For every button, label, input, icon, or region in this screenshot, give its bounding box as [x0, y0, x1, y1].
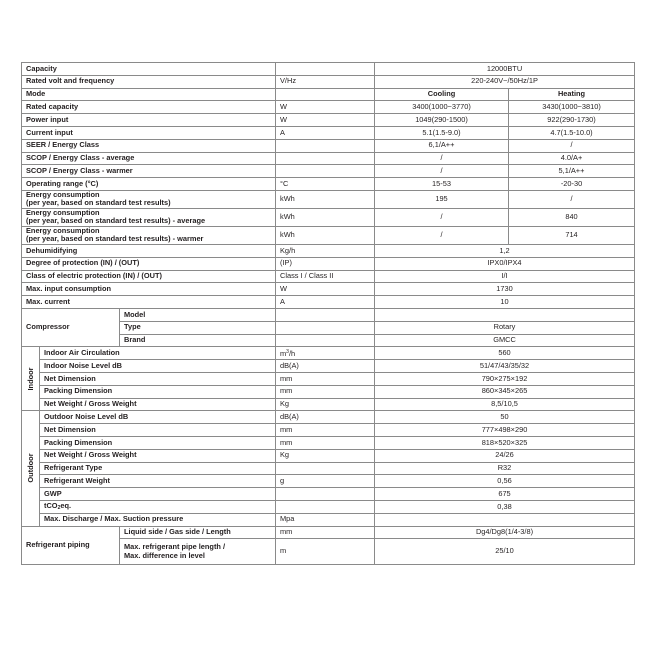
- value-compressor-model: [375, 308, 635, 321]
- value-tco2: 0,38: [375, 500, 635, 513]
- label-seer: SEER / Energy Class: [22, 139, 276, 152]
- value-max-discharge: [375, 513, 635, 526]
- value-compressor-brand: GMCC: [375, 334, 635, 347]
- unit-indoor-net-dimension: mm: [276, 372, 375, 385]
- unit-current-input: A: [276, 126, 375, 139]
- heating-scop-warmer: 5,1/A++: [509, 165, 635, 178]
- label-line-1: Energy consumption: [26, 208, 100, 217]
- heating-rated-capacity: 3430(1000~3810): [509, 101, 635, 114]
- label-line-1: Max. refrigerant pipe length /: [124, 542, 226, 552]
- heating-current-input: 4.7(1.5-10.0): [509, 126, 635, 139]
- value-max-pipe-length: 25/10: [375, 539, 635, 565]
- row-refrigerant-weight: [22, 475, 635, 488]
- label-liquid-gas: Liquid side / Gas side / Length: [120, 526, 276, 539]
- label-rated-volt: Rated volt and frequency: [22, 75, 276, 88]
- unit-refrigerant-weight: g: [276, 475, 375, 488]
- unit-compressor-type: [276, 321, 375, 334]
- row-operating-range: [22, 178, 635, 191]
- row-piping-liquid-gas: [22, 526, 635, 539]
- unit-outdoor-packing-dimension: mm: [276, 436, 375, 449]
- unit-seer: [276, 139, 375, 152]
- unit-tco2: [276, 500, 375, 513]
- value-indoor-noise: 51/47/43/35/32: [375, 360, 635, 373]
- unit-operating-range: °C: [276, 178, 375, 191]
- label-mode: Mode: [22, 88, 276, 101]
- label-dehumidifying: Dehumidifying: [22, 244, 276, 257]
- label-capacity: Capacity: [22, 63, 276, 76]
- unit-power-input: W: [276, 114, 375, 127]
- label-scop-average: SCOP / Energy Class - average: [22, 152, 276, 165]
- unit-mode: [276, 88, 375, 101]
- row-power-input: [22, 114, 635, 127]
- unit-compressor-model: [276, 308, 375, 321]
- value-rated-volt: 220-240V~/50Hz/1P: [375, 75, 635, 88]
- label-tail: eq.: [60, 500, 72, 510]
- unit-rated-volt: V/Hz: [276, 75, 375, 88]
- label-compressor-model: Model: [120, 308, 276, 321]
- label-scop-warmer: SCOP / Energy Class - warmer: [22, 165, 276, 178]
- label-line-2: (per year, based on standard test results) - warmer: [26, 234, 204, 244]
- heating-power-input: 922(290-1730): [509, 114, 635, 127]
- heating-energy-consumption-warmer: 714: [509, 226, 635, 244]
- label-outdoor-noise: Outdoor Noise Level dB: [40, 411, 276, 424]
- heating-energy-consumption: /: [509, 190, 635, 208]
- unit-superscript: 3: [286, 348, 289, 355]
- value-indoor-packing-dimension: 860×345×265: [375, 385, 635, 398]
- value-indoor-air: 560: [375, 347, 635, 360]
- cooling-energy-consumption-warmer: /: [375, 226, 509, 244]
- label-max-discharge: Max. Discharge / Max. Suction pressure: [40, 513, 276, 526]
- value-indoor-weight: 8,5/10,5: [375, 398, 635, 411]
- heating-energy-consumption-average: 840: [509, 208, 635, 226]
- row-compressor-model: [22, 308, 635, 321]
- label-max-pipe-length: [120, 539, 276, 565]
- value-outdoor-net-dimension: 777×498×290: [375, 424, 635, 437]
- row-tco2: [22, 500, 635, 513]
- cooling-scop-warmer: /: [375, 165, 509, 178]
- label-gwp: GWP: [40, 488, 276, 501]
- label-max-input: Max. input consumption: [22, 283, 276, 296]
- label-energy-consumption: [22, 190, 276, 208]
- label-power-input: Power input: [22, 114, 276, 127]
- unit-liquid-gas: mm: [276, 526, 375, 539]
- row-energy-consumption: [22, 190, 635, 208]
- unit-compressor-brand: [276, 334, 375, 347]
- unit-energy-consumption-average: kWh: [276, 208, 375, 226]
- unit-max-pipe-length: m: [276, 539, 375, 565]
- row-mode: [22, 88, 635, 101]
- unit-max-current: A: [276, 296, 375, 309]
- row-rated-capacity: [22, 101, 635, 114]
- row-electric-class: [22, 270, 635, 283]
- label-indoor-net-dimension: Net Dimension: [40, 372, 276, 385]
- unit-scop-warmer: [276, 165, 375, 178]
- row-max-current: [22, 296, 635, 309]
- label-refrigerant-weight: Refrigerant Weight: [40, 475, 276, 488]
- outdoor-label: Outdoor: [25, 453, 35, 483]
- value-refrigerant-type: R32: [375, 462, 635, 475]
- unit-base: m: [280, 348, 287, 358]
- label-line-1: Energy consumption: [26, 226, 100, 235]
- indoor-section-label: [22, 347, 40, 411]
- label-indoor-weight: Net Weight / Gross Weight: [40, 398, 276, 411]
- value-compressor-type: Rotary: [375, 321, 635, 334]
- row-capacity: [22, 63, 635, 76]
- value-max-input: 1730: [375, 283, 635, 296]
- unit-max-input: W: [276, 283, 375, 296]
- value-capacity: 12000BTU: [375, 63, 635, 76]
- label-outdoor-weight: Net Weight / Gross Weight: [40, 449, 276, 462]
- row-protection: [22, 257, 635, 270]
- row-refrigerant-type: [22, 462, 635, 475]
- header-heating: Heating: [509, 88, 635, 101]
- label-protection: Degree of protection (IN) / (OUT): [22, 257, 276, 270]
- unit-dehumidifying: Kg/h: [276, 244, 375, 257]
- row-max-discharge: [22, 513, 635, 526]
- unit-tail: /h: [288, 348, 296, 358]
- unit-indoor-air: [276, 347, 375, 360]
- label-line-2: (per year, based on standard test results) - average: [26, 216, 206, 226]
- label-line-2: Max. difference in level: [124, 550, 205, 560]
- row-indoor-noise: [22, 360, 635, 373]
- label-refrigerant-piping: Refrigerant piping: [22, 526, 120, 564]
- value-outdoor-packing-dimension: 818×520×325: [375, 436, 635, 449]
- row-indoor-net-dimension: [22, 372, 635, 385]
- unit-scop-average: [276, 152, 375, 165]
- row-energy-consumption-average: [22, 208, 635, 226]
- row-scop-warmer: [22, 165, 635, 178]
- row-current-input: [22, 126, 635, 139]
- outdoor-section-label: [22, 411, 40, 526]
- label-outdoor-net-dimension: Net Dimension: [40, 424, 276, 437]
- value-electric-class: I/I: [375, 270, 635, 283]
- label-subscript: 2: [57, 504, 61, 511]
- heating-operating-range: -20-30: [509, 178, 635, 191]
- unit-electric-class: Class I / Class II: [276, 270, 375, 283]
- indoor-label: Indoor: [25, 367, 35, 391]
- cooling-operating-range: 15-53: [375, 178, 509, 191]
- value-outdoor-weight: 24/26: [375, 449, 635, 462]
- row-scop-average: [22, 152, 635, 165]
- unit-energy-consumption: kWh: [276, 190, 375, 208]
- label-tco2: [40, 500, 276, 513]
- row-rated-volt: [22, 75, 635, 88]
- value-gwp: 675: [375, 488, 635, 501]
- label-line-1: Energy consumption: [26, 190, 100, 199]
- value-dehumidifying: 1,2: [375, 244, 635, 257]
- unit-outdoor-net-dimension: mm: [276, 424, 375, 437]
- cooling-seer: 6,1/A++: [375, 139, 509, 152]
- cooling-energy-consumption-average: /: [375, 208, 509, 226]
- label-energy-consumption-average: [22, 208, 276, 226]
- header-cooling: Cooling: [375, 88, 509, 101]
- value-refrigerant-weight: 0,56: [375, 475, 635, 488]
- cooling-scop-average: /: [375, 152, 509, 165]
- unit-gwp: [276, 488, 375, 501]
- unit-rated-capacity: W: [276, 101, 375, 114]
- label-indoor-air: Indoor Air Circulation: [40, 347, 276, 360]
- cooling-energy-consumption: 195: [375, 190, 509, 208]
- label-indoor-packing-dimension: Packing Dimension: [40, 385, 276, 398]
- value-max-current: 10: [375, 296, 635, 309]
- unit-capacity: [276, 63, 375, 76]
- label-indoor-noise: Indoor Noise Level dB: [40, 360, 276, 373]
- unit-indoor-packing-dimension: mm: [276, 385, 375, 398]
- label-current-input: Current input: [22, 126, 276, 139]
- row-outdoor-net-dimension: [22, 424, 635, 437]
- label-max-current: Max. current: [22, 296, 276, 309]
- label-line-2: (per year, based on standard test results): [26, 198, 171, 208]
- unit-energy-consumption-warmer: kWh: [276, 226, 375, 244]
- label-energy-consumption-warmer: [22, 226, 276, 244]
- cooling-power-input: 1049(290-1500): [375, 114, 509, 127]
- label-compressor-type: Type: [120, 321, 276, 334]
- label-base: tCO: [44, 500, 58, 510]
- row-energy-consumption-warmer: [22, 226, 635, 244]
- row-outdoor-noise: [22, 411, 635, 424]
- row-indoor-air: [22, 347, 635, 360]
- value-outdoor-noise: 50: [375, 411, 635, 424]
- label-refrigerant-type: Refrigerant Type: [40, 462, 276, 475]
- label-outdoor-packing-dimension: Packing Dimension: [40, 436, 276, 449]
- row-indoor-weight: [22, 398, 635, 411]
- label-rated-capacity: Rated capacity: [22, 101, 276, 114]
- row-max-input: [22, 283, 635, 296]
- row-gwp: [22, 488, 635, 501]
- value-protection: IPX0/IPX4: [375, 257, 635, 270]
- value-indoor-net-dimension: 790×275×192: [375, 372, 635, 385]
- unit-indoor-noise: dB(A): [276, 360, 375, 373]
- unit-refrigerant-type: [276, 462, 375, 475]
- heating-scop-average: 4.0/A+: [509, 152, 635, 165]
- spec-table: [21, 62, 635, 565]
- label-operating-range: Operating range (°C): [22, 178, 276, 191]
- label-electric-class: Class of electric protection (IN) / (OUT): [22, 270, 276, 283]
- row-indoor-packing-dimension: [22, 385, 635, 398]
- unit-indoor-weight: Kg: [276, 398, 375, 411]
- unit-protection: (IP): [276, 257, 375, 270]
- cooling-rated-capacity: 3400(1000~3770): [375, 101, 509, 114]
- unit-outdoor-weight: Kg: [276, 449, 375, 462]
- row-outdoor-weight: [22, 449, 635, 462]
- label-compressor-brand: Brand: [120, 334, 276, 347]
- heating-seer: /: [509, 139, 635, 152]
- unit-outdoor-noise: dB(A): [276, 411, 375, 424]
- row-outdoor-packing-dimension: [22, 436, 635, 449]
- unit-max-discharge: Mpa: [276, 513, 375, 526]
- row-seer: [22, 139, 635, 152]
- row-dehumidifying: [22, 244, 635, 257]
- value-liquid-gas: Dg4/Dg8(1/4-3/8): [375, 526, 635, 539]
- cooling-current-input: 5.1(1.5-9.0): [375, 126, 509, 139]
- label-compressor: Compressor: [22, 308, 120, 346]
